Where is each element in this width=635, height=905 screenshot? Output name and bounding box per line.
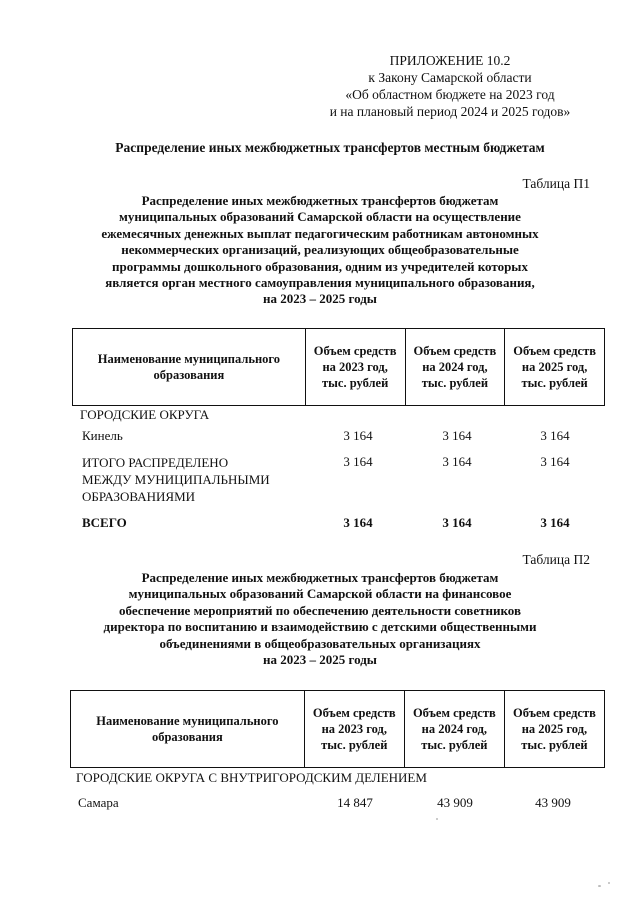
appendix-header <box>300 52 600 120</box>
table-title-line: Распределение иных межбюджетных трансфертов бюджетам <box>141 193 499 208</box>
table-title-line: обеспечение мероприятий по обеспечению деятельности советников <box>119 602 521 618</box>
column-header-2025: Объем средств на 2025 год, тыс. рублей <box>505 329 605 406</box>
table-title-line: является орган местного самоуправления муниципального образования, <box>105 275 535 291</box>
table-title-line: ежемесячных денежных выплат педагогическим работникам автономных <box>101 225 539 241</box>
total-name: ВСЕГО <box>82 515 127 530</box>
value-2023: 14 847 <box>337 795 373 810</box>
table-title-line: муниципальных образований Самарской области на осуществление <box>119 209 521 225</box>
table-title-line: программы дошкольного образования, одним из учредителей которых <box>112 258 528 274</box>
table-title <box>40 570 600 668</box>
value-2024: 3 164 <box>442 428 472 443</box>
table-label: Таблица П1 <box>522 176 590 191</box>
appendix-line: и на плановый период 2024 и 2025 годов» <box>329 104 571 119</box>
column-header-name: Наименование муниципального образования <box>73 329 306 406</box>
table-title-line: на 2023 – 2025 годы <box>263 652 377 668</box>
value-2024: 3 164 <box>442 454 472 469</box>
table-header <box>70 690 605 768</box>
appendix-line: ПРИЛОЖЕНИЕ 10.2 <box>389 53 511 68</box>
table-title-line: директора по воспитанию и взаимодействию с детскими общественными <box>103 619 537 635</box>
column-header-name: Наименование муниципального образования <box>71 691 305 768</box>
table-title <box>40 193 600 308</box>
table-row <box>0 428 635 446</box>
page-title: Распределение иных межбюджетных трансфертов местным бюджетам <box>115 140 545 155</box>
table-row <box>0 795 635 813</box>
column-header-2024: Объем средств на 2024 год, тыс. рублей <box>404 691 504 768</box>
row-name: Кинель <box>82 428 123 443</box>
column-header-2025: Объем средств на 2025 год, тыс. рублей <box>504 691 604 768</box>
scan-speck <box>598 885 601 887</box>
value-2025: 3 164 <box>540 515 570 530</box>
table-title-line: муниципальных образований Самарской области на финансовое <box>128 586 512 602</box>
value-2024: 3 164 <box>442 515 472 530</box>
appendix-line: «Об областном бюджете на 2023 год <box>345 87 555 102</box>
subtotal-name-line: ОБРАЗОВАНИЯМИ <box>82 489 196 504</box>
row-name: Самара <box>78 795 119 810</box>
value-2023: 3 164 <box>343 515 373 530</box>
group-label: ГОРОДСКИЕ ОКРУГА С ВНУТРИГОРОДСКИМ ДЕЛЕНИЕМ <box>76 770 427 785</box>
value-2025: 3 164 <box>540 428 570 443</box>
scan-speck <box>608 882 610 884</box>
subtotal-name <box>82 454 270 505</box>
value-2024: 43 909 <box>437 795 473 810</box>
table-title-line: некоммерческих организаций, реализующих общеобразовательные <box>121 242 519 258</box>
table-header <box>72 328 605 406</box>
group-label: ГОРОДСКИЕ ОКРУГА <box>80 407 210 422</box>
total-row <box>0 515 635 533</box>
table-label: Таблица П2 <box>522 552 590 567</box>
value-2023: 3 164 <box>343 454 373 469</box>
subtotal-row <box>0 454 635 508</box>
column-header-2023: Объем средств на 2023 год, тыс. рублей <box>305 329 405 406</box>
subtotal-name-line: МЕЖДУ МУНИЦИПАЛЬНЫМИ <box>82 472 270 487</box>
table-title-line: объединениями в общеобразовательных организациях <box>159 635 481 651</box>
scan-speck <box>436 818 438 820</box>
column-header-2024: Объем средств на 2024 год, тыс. рублей <box>405 329 505 406</box>
subtotal-name-line: ИТОГО РАСПРЕДЕЛЕНО <box>82 455 229 470</box>
column-header-2023: Объем средств на 2023 год, тыс. рублей <box>304 691 404 768</box>
appendix-line: к Закону Самарской области <box>368 70 532 85</box>
value-2023: 3 164 <box>343 428 373 443</box>
table-title-line: Распределение иных межбюджетных трансфертов бюджетам <box>141 570 499 585</box>
value-2025: 43 909 <box>535 795 571 810</box>
value-2025: 3 164 <box>540 454 570 469</box>
table-title-line: на 2023 – 2025 годы <box>263 291 377 307</box>
